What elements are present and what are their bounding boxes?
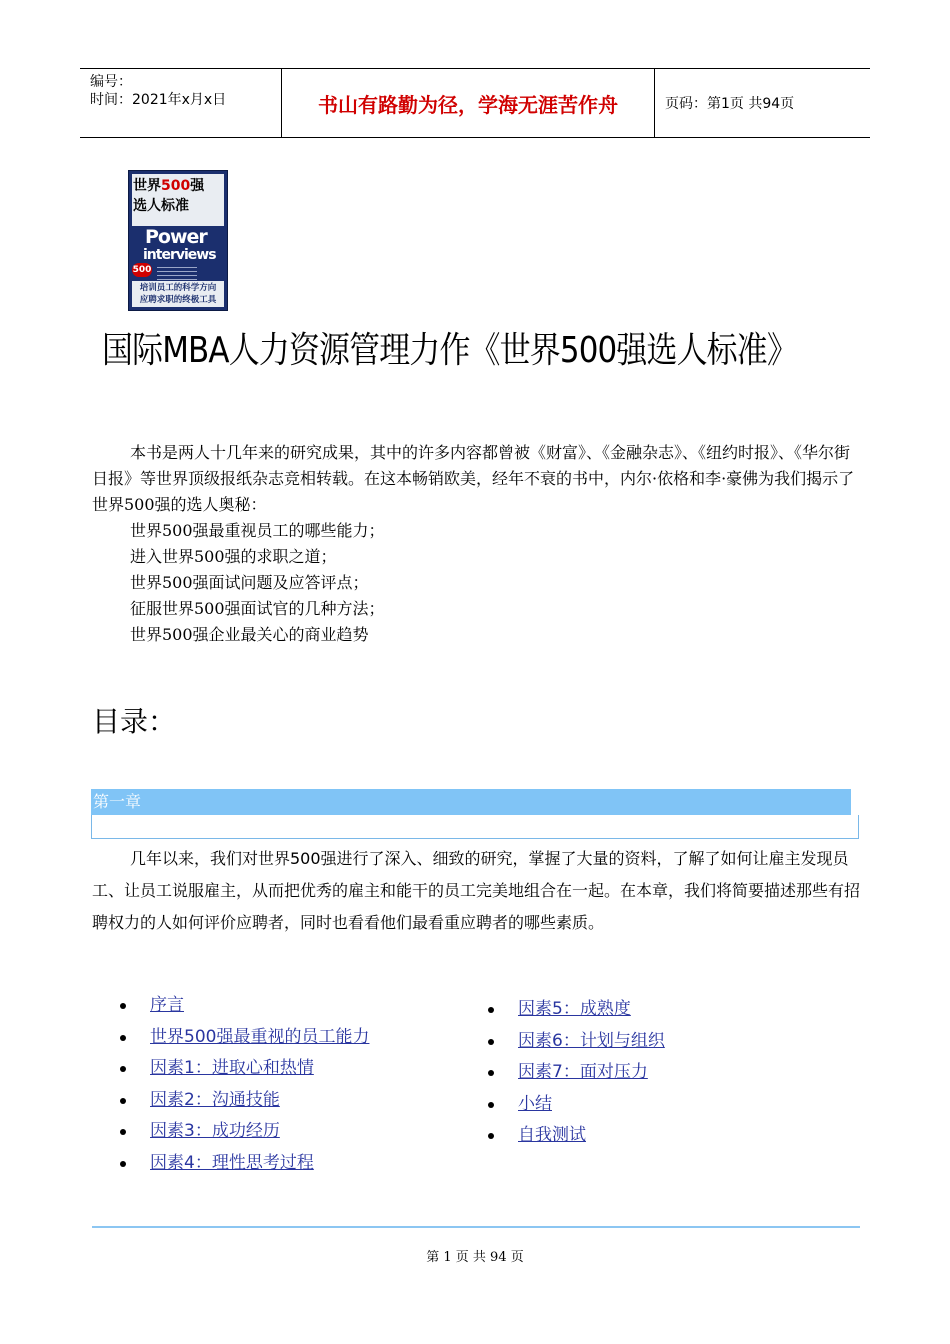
list-item	[488, 1026, 665, 1058]
chapter-heading-bar: 第一章	[91, 789, 851, 815]
toc-link[interactable]: 因素6：计划与组织	[518, 1030, 665, 1051]
cover-english-title-2: interviews	[143, 247, 216, 263]
bullet-icon	[120, 1129, 126, 1135]
cover-author-lines	[157, 267, 197, 281]
number-label: 编号：	[90, 74, 132, 90]
intro-item: 进入世界500强的求职之道；	[130, 547, 337, 566]
toc-link[interactable]: 因素3：成功经历	[150, 1121, 280, 1141]
toc-link[interactable]: 序言	[150, 995, 184, 1015]
cover-title-line2: 选人标准	[133, 198, 189, 214]
intro-item: 世界500强最重视员工的哪些能力；	[130, 521, 385, 540]
bullet-icon	[488, 1133, 494, 1139]
bullet-icon	[120, 1066, 126, 1072]
date-label: 时间：2021年x月x日	[90, 92, 227, 108]
cover-tagline-2: 应聘求职的终极工具	[139, 295, 217, 305]
chapter-frame	[91, 815, 859, 839]
cover-title-line1: 世界500强	[133, 178, 205, 194]
footer-divider	[92, 1226, 860, 1228]
toc-link[interactable]: 因素4：理性思考过程	[150, 1152, 314, 1173]
toc-heading: 目录：	[92, 705, 177, 738]
toc-link[interactable]: 因素5：成熟度	[518, 999, 631, 1019]
cover-english-title-1: Power	[145, 226, 207, 248]
list-item	[488, 994, 665, 1026]
list-item	[488, 1089, 665, 1121]
bullet-icon	[488, 1102, 494, 1108]
list-item	[120, 1053, 369, 1085]
list-item	[120, 990, 369, 1022]
list-item	[488, 1120, 665, 1152]
footer-page-number: 第 1 页 共 94 页	[426, 1250, 524, 1265]
list-item	[120, 1022, 369, 1054]
toc-link[interactable]: 小结	[518, 1093, 552, 1114]
list-item	[488, 1057, 665, 1089]
cover-tagline-1: 培训员工的科学方向	[139, 283, 217, 293]
intro-item: 世界500强面试问题及应答评点；	[130, 573, 369, 592]
toc-link[interactable]: 自我测试	[518, 1125, 586, 1145]
toc-links-right	[488, 994, 665, 1152]
toc-link[interactable]: 因素1：进取心和热情	[150, 1058, 314, 1078]
toc-link[interactable]: 世界500强最重视的员工能力	[150, 1026, 370, 1047]
bullet-icon	[488, 1039, 494, 1045]
toc-link[interactable]: 因素2：沟通技能	[150, 1089, 280, 1110]
cover-500-badge: 500	[132, 265, 152, 275]
header-page-info: 页码：第1页 共94页	[665, 96, 795, 112]
bullet-icon	[488, 1007, 494, 1013]
chapter-paragraph: 几年以来，我们对世界500强进行了深入、细致的研究，掌握了大量的资料，了解了如何让雇主发现员工、让员工说服雇主，从而把优秀的雇主和能干的员工完美地组合在一起。在本章，我们将简要描述那些有招聘权力的人如何评价应聘者，同时也看看他们最看重应聘者的哪些素质。	[92, 849, 861, 932]
list-item	[120, 1148, 369, 1180]
bullet-icon	[488, 1070, 494, 1076]
book-cover-image	[128, 170, 228, 311]
bullet-icon	[120, 1161, 126, 1167]
cover-bottom-panel	[132, 281, 224, 307]
header-meta-cell	[80, 69, 282, 137]
toc-links-left	[120, 990, 369, 1179]
header-motto: 书山有路勤为径，学海无涯苦作舟	[282, 69, 655, 137]
list-item	[120, 1116, 369, 1148]
list-item	[120, 1085, 369, 1117]
document-title: 国际MBA人力资源管理力作《世界500强选人标准》	[102, 330, 797, 371]
intro-paragraph: 本书是两人十几年来的研究成果，其中的许多内容都曾被《财富》、《金融杂志》、《纽约时报》、《华尔街日报》等世界顶级报纸杂志竞相转载。在这本畅销欧美，经年不衰的书中，内尔·依格和李·豪佛为我们揭示了世界500强的选人奥秘：	[92, 443, 855, 514]
intro-section	[92, 440, 862, 648]
intro-item: 征服世界500强面试官的几种方法；	[130, 599, 385, 618]
bullet-icon	[120, 1035, 126, 1041]
bullet-icon	[120, 1098, 126, 1104]
toc-link[interactable]: 因素7：面对压力	[518, 1062, 648, 1082]
bullet-icon	[120, 1003, 126, 1009]
intro-item: 世界500强企业最关心的商业趋势	[130, 625, 369, 644]
header-table	[80, 68, 870, 138]
